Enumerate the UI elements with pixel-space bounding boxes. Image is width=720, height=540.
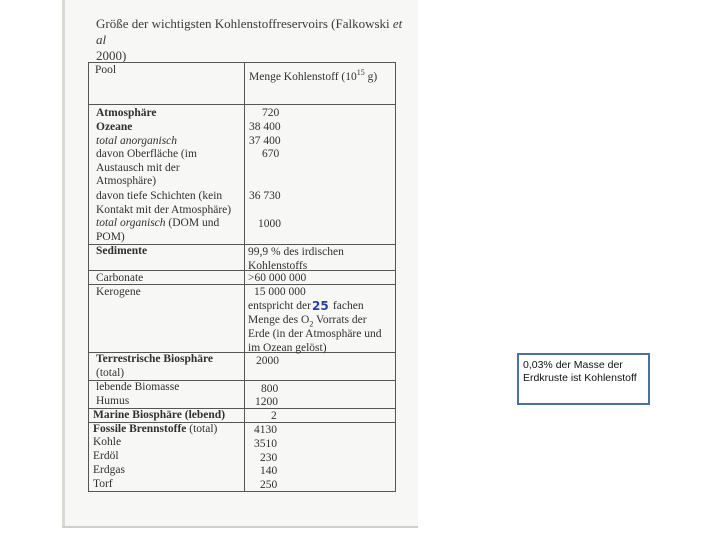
row-value: 140: [260, 465, 278, 477]
row-label: Fossile Brennstoffe (total): [93, 423, 218, 435]
document-title: [96, 16, 406, 64]
row-label: Humus: [96, 395, 130, 407]
table-column-divider: [244, 62, 245, 492]
row-value: 99,9 % des irdischen Kohlenstoffs: [248, 246, 344, 272]
row-label: Kohle: [93, 436, 122, 448]
header-pool: Pool: [95, 64, 117, 76]
row-label: Kerogene: [96, 286, 141, 298]
row-label: Torf: [93, 478, 113, 490]
row-value: 2000: [256, 355, 279, 367]
row-value: 15 000 000: [254, 286, 306, 298]
row-label: Erdgas: [93, 464, 125, 476]
row-label: Atmosphäre: [96, 107, 157, 119]
row-value: >60 000 000: [248, 272, 307, 284]
row-value: 2: [271, 410, 277, 422]
row-label: Carbonate: [96, 272, 144, 284]
handwritten-number: 25: [312, 299, 329, 313]
callout-textbox: 0,03% der Masse der Erdkruste ist Kohlenstoff: [517, 353, 650, 405]
row-value: 670: [262, 148, 280, 160]
row-value: 4130: [254, 424, 277, 436]
row-label: total anorganisch: [96, 135, 178, 147]
row-value: 230: [260, 452, 278, 464]
row-value: 720: [262, 107, 280, 119]
page-edge-shadow: [62, 0, 65, 528]
row-value: 1000: [258, 218, 281, 230]
row-label: Erdöl: [93, 450, 119, 462]
row-label: Ozeane: [96, 121, 133, 133]
title-year: 2000): [96, 48, 127, 63]
row-label: total organisch (DOM und POM): [96, 217, 220, 243]
row-label: Terrestrische Biosphäre (total): [96, 353, 214, 379]
row-value: 800: [261, 383, 279, 395]
row-value: 36 730: [249, 190, 281, 202]
row-value: 250: [260, 479, 278, 491]
table-header-divider: [88, 104, 396, 105]
page-bottom-edge: [62, 526, 418, 528]
header-amount: Menge Kohlenstoff ($10^{15}$ g): [249, 68, 378, 83]
kerogene-note-line4: im Ozean gelöst): [248, 342, 327, 354]
row-label: lebende Biomasse: [96, 381, 180, 393]
row-label: davon Oberfläche (im Austausch mit der Atmosphäre): [96, 148, 197, 187]
kerogene-note-line1: entspricht der fachen: [248, 300, 364, 312]
title-etal: et al: [96, 16, 403, 47]
kerogene-note-line3: Erde (in der Atmosphäre und: [248, 328, 382, 340]
row-value: 1200: [255, 396, 278, 408]
kerogene-note-line2: Menge des $O_2$ Vorrats der: [248, 314, 367, 329]
row-label: Sedimente: [96, 245, 148, 257]
row-value: 37 400: [249, 135, 281, 147]
row-value: 38 400: [249, 121, 281, 133]
row-value: 3510: [254, 438, 277, 450]
title-text: Größe der wichtigsten Kohlenstoffreservoirs (Falkowski: [96, 16, 393, 31]
row-label: Marine Biosphäre (lebend): [93, 409, 226, 421]
row-label: davon tiefe Schichten (kein Kontakt mit der Atmosphäre): [96, 190, 232, 216]
